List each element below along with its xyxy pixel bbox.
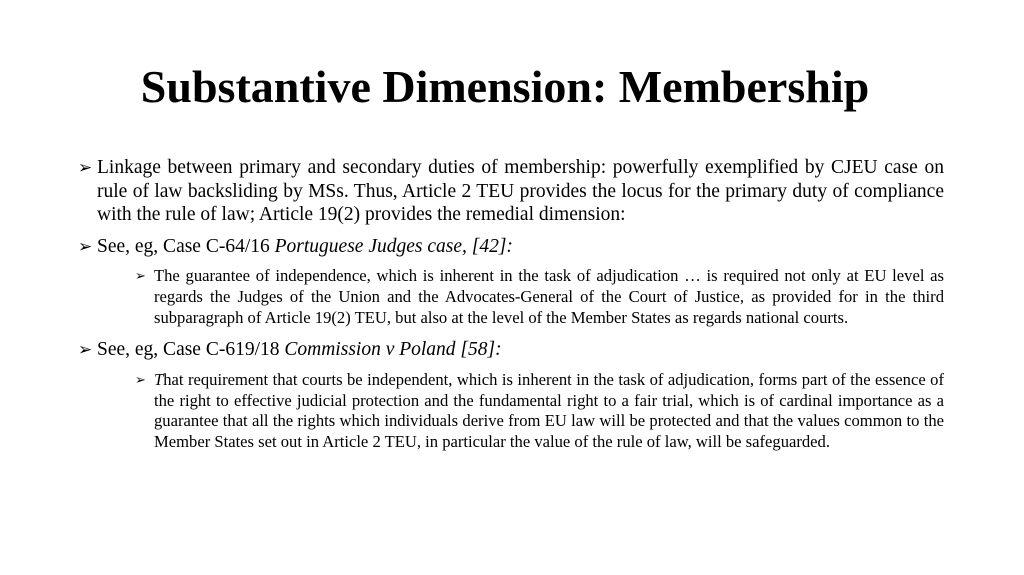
arrow-bullet-icon: ➢ xyxy=(78,158,93,178)
sub-bullet-quote-poland xyxy=(135,370,944,453)
bullet-prefix: See, eg, Case C-619/18 xyxy=(97,339,285,361)
quote-text: hat requirement that courts be independent, which is inherent in the task of adjudication, forms part of the essence of the right to effective judicial protection and the fundamental right to a fair trial, which is of cardinal importance as a guarantee that all the rights which individuals derive from EU law will be protected and that the values common to the Member States set out in Article 2 TEU, in particular the value of the rule of law, will be safeguarded. xyxy=(154,369,944,452)
sub-bullet-quote-portuguese xyxy=(135,266,944,328)
arrow-bullet-icon: ➢ xyxy=(78,340,93,361)
bullet-item-portuguese-judges xyxy=(78,235,944,259)
quote-text: The guarantee of independence, which is inherent in the task of adjudication … is required not only at EU level as regards the Judges of the Union and the Advocates-General of the Court of Justice, as provided for in the third subparagraph of Article 19(2) TEU, but also at the level of the Member States as regards national courts. xyxy=(154,266,944,327)
case-name: Portuguese Judges case, [42]: xyxy=(274,235,513,257)
bullet-list xyxy=(78,156,944,463)
slide-title: Substantive Dimension: Membership xyxy=(140,61,870,112)
bullet-item-linkage xyxy=(78,156,944,227)
arrow-bullet-icon: ➢ xyxy=(78,236,93,257)
bullet-text: Linkage between primary and secondary duties of membership: powerfully exemplified by CJEU case on rule of law backsliding by MSs. Thus, Article 2 TEU provides the locus for the primary duty of compliance with the rule of law; Article 19(2) provides the remedial dimension: xyxy=(97,157,944,225)
bullet-prefix: See, eg, Case C-64/16 xyxy=(97,235,275,257)
case-name: Commission v Poland [58]: xyxy=(284,339,502,361)
arrow-bullet-icon: ➢ xyxy=(135,372,146,388)
quote-initial: T xyxy=(154,369,164,389)
bullet-item-commission-v-poland xyxy=(78,338,944,362)
arrow-bullet-icon: ➢ xyxy=(135,269,146,284)
